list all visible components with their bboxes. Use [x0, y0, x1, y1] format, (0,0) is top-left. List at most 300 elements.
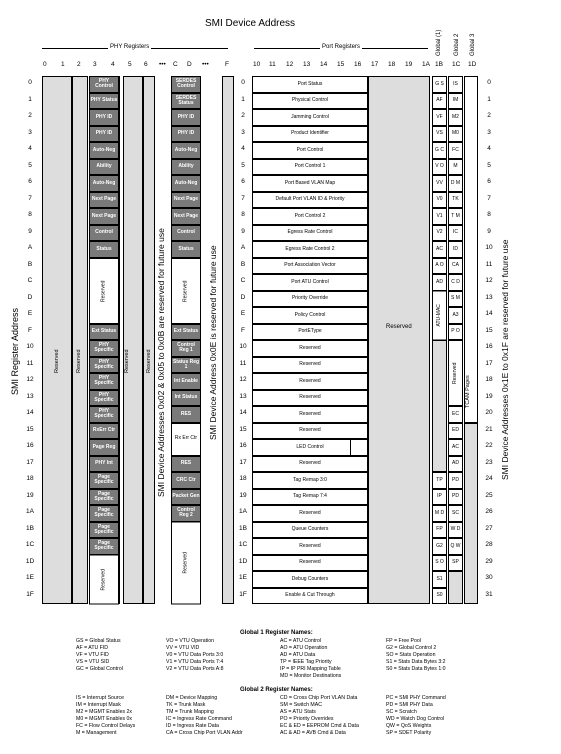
row-label-hex: D: [27, 293, 33, 301]
serdes-register-cell: Status: [171, 241, 201, 258]
row-label-decimal: 2: [487, 112, 491, 119]
row-label-hex-port: 10: [239, 343, 247, 350]
phy-register-cell: PHY ID: [89, 109, 119, 126]
serdes-register-cell: Control: [171, 225, 201, 242]
global2-cell: W D: [448, 522, 463, 539]
row-label-decimal: 4: [487, 145, 491, 152]
legend-entry: MD = Monitor Destinations: [280, 673, 342, 679]
row-label-hex: 1: [28, 95, 32, 103]
port-register-cell: Reserved: [252, 373, 368, 390]
legend-entry: G2 = Global Control 2: [386, 645, 437, 651]
global1-cell: V1: [432, 208, 447, 225]
row-label-hex: 9: [28, 227, 32, 235]
global2-cell: SP: [448, 555, 463, 572]
row-label-hex: 15: [26, 425, 34, 433]
global2-cell: AD: [448, 456, 463, 473]
legend-entry: VS = VTU SID: [76, 659, 110, 665]
legend-entry: IM = Interrupt Mask: [76, 702, 121, 708]
port-register-cell: Egress Rate Control: [252, 225, 368, 242]
global2-cell: M2: [448, 109, 463, 126]
legend-entry: S0 = Stats Data Bytes 1:0: [386, 666, 446, 672]
row-label-hex: 6: [28, 178, 32, 185]
row-label-hex-port: B: [240, 260, 246, 268]
global2-cell: TK: [448, 192, 463, 209]
global2-cell: EC: [448, 406, 463, 423]
port-register-cell: Physical Control: [252, 93, 368, 110]
global1-cell: IP: [432, 489, 447, 506]
global2-cell: M: [448, 159, 463, 176]
global-2-header: Global 2: [454, 33, 460, 56]
row-label-decimal: 6: [487, 178, 491, 185]
phy-col-header: •••: [202, 61, 209, 68]
row-label-decimal: 13: [485, 293, 493, 301]
row-label-hex: 1E: [26, 574, 34, 581]
row-label-hex: 12: [26, 376, 34, 383]
port-register-cell: Port Status: [252, 76, 368, 93]
phy-register-cell: Auto-Neg: [89, 175, 119, 192]
global2-cell: D M: [448, 175, 463, 192]
reserved-label: Reserved: [76, 349, 82, 373]
serdes-register-cell: SERDES Control: [171, 76, 201, 93]
legend-entry: M = Management: [76, 730, 117, 736]
row-label-hex: 1B: [26, 524, 34, 532]
legend-entry: WD = Watch Dog Control: [386, 716, 445, 722]
tcam-pages-label: TCAM Pages: [465, 374, 471, 408]
row-label-decimal: 23: [485, 458, 493, 466]
reserved-label: Reserved: [54, 349, 60, 373]
port-register-cell: Queue Counters: [252, 522, 368, 539]
phy-col-header: •••: [159, 61, 166, 68]
phy-register-cell: Ability: [89, 159, 119, 176]
global-3-header: Global 3: [470, 33, 476, 56]
port-register-cell: Egress Rate Control 2: [252, 241, 368, 258]
global1-cell: A O: [432, 258, 447, 275]
port-col-header: 17: [371, 61, 379, 68]
port-registers-label: Port Registers: [322, 44, 361, 50]
legend-entry: PC = SMI PHY Command: [386, 695, 446, 701]
global1-cell: AC: [432, 241, 447, 258]
row-label-decimal: 1: [487, 95, 491, 103]
serdes-register-cell: Int Status: [171, 390, 201, 407]
row-label-decimal: 19: [485, 392, 493, 400]
global2-cell: P O: [448, 324, 463, 341]
row-label-hex: 1D: [25, 557, 35, 565]
legend-2-title: Global 2 Register Names:: [240, 687, 313, 693]
row-label-hex-port: A: [240, 244, 246, 251]
port-register-cell: Product Identifier: [252, 126, 368, 143]
row-label-hex-port: 1B: [239, 524, 247, 532]
global1-cell: ATU-MAC: [432, 291, 447, 341]
phy-register-cell: PHY Specific: [89, 357, 119, 374]
row-label-decimal: 24: [485, 475, 493, 482]
serdes-register-cell: SERDES Status: [171, 93, 201, 110]
port-col-header: 10: [253, 61, 261, 68]
phy-register-cell: Page Specific: [89, 505, 119, 522]
legend-entry: SO = Stats Operation: [386, 652, 436, 658]
phy-register-cell: Auto-Neg: [89, 142, 119, 159]
port-register-cell: Debug Counters: [252, 571, 368, 588]
reserved-label: Reserved: [146, 349, 152, 373]
legend-entry: EC & ED = EEPROM Cmd & Data: [280, 723, 359, 729]
port-col-header: 12: [286, 61, 294, 68]
legend-entry: IS = Interrupt Source: [76, 695, 125, 701]
serdes-register-cell: Ability: [171, 159, 201, 176]
global2-cell: AC: [448, 439, 463, 456]
row-label-decimal: 0: [487, 79, 491, 86]
legend-entry: V2 = VTU Data Ports A:8: [166, 666, 224, 672]
legend-entry: VV = VTU VID: [166, 645, 200, 651]
legend-entry: QW = QoS Weights: [386, 723, 432, 729]
global1-cell: V2: [432, 225, 447, 242]
row-label-hex: 1C: [25, 541, 35, 548]
row-label-hex-port: E: [240, 310, 246, 317]
row-label-hex-port: 15: [239, 425, 247, 433]
row-label-hex: 18: [26, 475, 34, 482]
row-label-hex-port: 11: [239, 359, 247, 367]
legend-entry: VF = VTU FID: [76, 652, 109, 658]
global2-grey-end: [448, 571, 463, 604]
led-control-extra: [350, 439, 368, 456]
row-label-hex-port: 1A: [239, 508, 247, 515]
port-register-cell: Jamming Control: [252, 109, 368, 126]
serdes-register-cell: Control Reg 1: [171, 340, 201, 357]
global1-cell: AD: [432, 274, 447, 291]
row-label-hex-port: 4: [241, 145, 245, 152]
row-label-hex: 17: [26, 458, 34, 466]
row-label-hex-port: 1C: [238, 541, 248, 548]
legend-1-title: Global 1 Register Names:: [240, 630, 313, 636]
port-register-cell: Reserved: [252, 456, 368, 473]
serdes-register-cell: Control Reg 2: [171, 505, 201, 522]
reserved-label: Reserved: [124, 349, 130, 373]
row-label-hex: B: [27, 260, 33, 268]
phy-register-cell: PHY Specific: [89, 373, 119, 390]
global2-cell: A3: [448, 307, 463, 324]
row-label-hex-port: 0: [241, 79, 245, 86]
global1-cell: S O: [432, 555, 447, 572]
legend-entry: GS = Global Status: [76, 638, 121, 644]
global1-grey-block: [432, 340, 447, 472]
port-register-cell: Enable & Cut Through: [252, 588, 368, 605]
serdes-register-cell: Status Reg 1: [171, 357, 201, 374]
row-label-decimal: 21: [485, 425, 493, 433]
legend-entry: FC = Flow Control Delays: [76, 723, 136, 729]
port-col-header: 15: [337, 61, 345, 68]
serdes-register-cell: Next Page: [171, 208, 201, 225]
row-label-decimal: 10: [485, 244, 493, 251]
legend-entry: TK = Trunk Mask: [166, 702, 206, 708]
port-col-header: 19: [405, 61, 413, 68]
row-label-hex: 3: [28, 128, 32, 136]
port-register-cell: PortEType: [252, 324, 368, 341]
legend-entry: GC = Global Control: [76, 666, 123, 672]
global1-cell: G2: [432, 538, 447, 555]
row-label-hex-port: C: [240, 277, 246, 284]
port-register-cell: Priority Override: [252, 291, 368, 308]
legend-entry: AF = ATU FID: [76, 645, 109, 651]
row-label-hex: 4: [28, 145, 32, 152]
global2-cell: ID: [448, 241, 463, 258]
row-label-hex-port: 1F: [239, 590, 247, 598]
serdes-register-cell: Reserved: [171, 522, 201, 605]
global1-cell: AF: [432, 93, 447, 110]
row-label-decimal: 17: [485, 359, 493, 367]
serdes-register-cell: PHY ID: [171, 126, 201, 143]
port-col-header: 18: [388, 61, 396, 68]
row-label-hex: F: [28, 326, 32, 334]
legend-entry: DM = Device Mapping: [166, 695, 218, 701]
global2-cell: T M: [448, 208, 463, 225]
phy-col-header: 1: [61, 61, 65, 68]
port-register-cell: Port Control 2: [252, 208, 368, 225]
serdes-register-cell: Next Page: [171, 192, 201, 209]
global-1-header: Global (1): [436, 29, 442, 56]
port-register-cell: Port Association Vector: [252, 258, 368, 275]
row-label-hex-port: 1D: [238, 557, 248, 565]
legend-entry: IC = Ingress Rate Command: [166, 716, 232, 722]
phy-register-cell: Status: [89, 241, 119, 258]
row-label-decimal: 20: [485, 409, 493, 416]
serdes-register-cell: PHY ID: [171, 109, 201, 126]
global1-cell: V O: [432, 159, 447, 176]
port-col-header: 14: [320, 61, 328, 68]
row-label-decimal: 14: [485, 310, 493, 317]
row-label-hex-port: 19: [239, 491, 247, 499]
phy-col-header: 6: [144, 61, 148, 68]
port-register-cell: Reserved: [252, 357, 368, 374]
legend-entry: M2 = MGMT Enables 2x: [76, 709, 132, 715]
global2-cell: S M: [448, 291, 463, 308]
global2-cell: SC: [448, 505, 463, 522]
global2-cell: PD: [448, 489, 463, 506]
row-label-decimal: 15: [485, 326, 493, 334]
phy-register-cell: Next Page: [89, 192, 119, 209]
row-label-decimal: 5: [487, 161, 491, 169]
phy-registers-label: PHY Registers: [110, 44, 150, 50]
row-label-decimal: 18: [485, 376, 493, 383]
global1-cell: M D: [432, 505, 447, 522]
serdes-register-cell: RES: [171, 406, 201, 423]
reserved-note-0e: SMI Device Address 0x0E is reserved for future use: [208, 245, 218, 440]
phy-col-header: 4: [111, 61, 115, 68]
row-label-hex-port: 2: [241, 112, 245, 119]
legend-entry: CA = Cross Chip Port VLAN Addr: [166, 730, 243, 736]
row-label-hex-port: 7: [241, 194, 245, 202]
row-label-hex: C: [27, 277, 33, 284]
row-label-decimal: 11: [485, 260, 493, 268]
global1-cell: VV: [432, 175, 447, 192]
legend-entry: M0 = MGMT Enables 0x: [76, 716, 132, 722]
row-label-hex-port: 1: [241, 95, 245, 103]
serdes-register-cell: Reserved: [171, 258, 201, 324]
row-label-hex: 8: [28, 211, 32, 218]
phy-col-header: F: [225, 61, 229, 68]
row-label-hex-port: 14: [239, 409, 247, 416]
serdes-register-cell: Int Enable: [171, 373, 201, 390]
legend-entry: PO = Priority Overrides: [280, 716, 334, 722]
phy-grey-column: [72, 76, 88, 604]
phy-register-cell: PHY Specific: [89, 340, 119, 357]
phy-register-cell: PHY Specific: [89, 390, 119, 407]
row-label-hex: 14: [26, 409, 34, 416]
port-register-cell: LED Control: [252, 439, 368, 456]
global1-cell: VF: [432, 109, 447, 126]
row-label-decimal: 27: [485, 524, 493, 532]
port-register-cell: Default Port VLAN ID & Priority: [252, 192, 368, 209]
legend-entry: ID = Ingress Rate Data: [166, 723, 219, 729]
phy-register-cell: Control: [89, 225, 119, 242]
port-col-header: 13: [303, 61, 311, 68]
row-label-hex: 2: [28, 112, 32, 119]
row-label-decimal: 28: [485, 541, 493, 548]
phy-register-cell: Next Page: [89, 208, 119, 225]
global2-cell: ED: [448, 423, 463, 440]
diagram-title: SMI Device Address: [205, 18, 296, 29]
row-label-hex: A: [27, 244, 33, 251]
phy-register-cell: Reserved: [89, 258, 119, 324]
phy-register-cell: Page Specific: [89, 538, 119, 555]
reserved-note-02-0b: SMI Device Addresses 0x02 & 0x05 to 0x0B are reserved for future use: [156, 228, 166, 497]
global1-cell: V0: [432, 192, 447, 209]
global2-cell: IM: [448, 93, 463, 110]
smi-register-address-label: SMI Register Address: [10, 307, 20, 395]
global1-cell: TP: [432, 472, 447, 489]
port-col-header: 1D: [468, 61, 477, 68]
phy-f-column: [222, 76, 234, 604]
row-label-decimal: 25: [485, 491, 493, 499]
row-label-hex: 0: [28, 79, 32, 86]
row-label-decimal: 7: [487, 194, 491, 202]
global3-grey: [464, 423, 478, 605]
row-label-hex: 1F: [26, 590, 34, 598]
row-label-hex-port: 1E: [239, 574, 247, 581]
legend-entry: PD = SMI PHY Data: [386, 702, 433, 708]
row-label-hex-port: 17: [239, 458, 247, 466]
port-col-header: 11: [269, 61, 276, 68]
phy-register-cell: Page Reg: [89, 439, 119, 456]
phy-grey-column: [143, 76, 155, 604]
row-label-decimal: 30: [485, 574, 493, 581]
row-label-decimal: 16: [485, 343, 493, 350]
legend-entry: VO = VTU Operation: [166, 638, 215, 644]
phy-register-cell: PHY ID: [89, 126, 119, 143]
serdes-register-cell: Auto-Neg: [171, 142, 201, 159]
row-label-decimal: 12: [485, 277, 493, 284]
global2-cell: IC: [448, 225, 463, 242]
phy-register-cell: PHY Status: [89, 93, 119, 110]
legend-entry: AC & AD = AVB Cmd & Data: [280, 730, 346, 736]
row-label-hex-port: 3: [241, 128, 245, 136]
phy-col-header: 2: [77, 61, 81, 68]
row-label-hex: 7: [28, 194, 32, 202]
phy-grey-column: [42, 76, 72, 604]
row-label-hex-port: 12: [239, 376, 247, 383]
global1-cell: S0: [432, 588, 447, 605]
legend-entry: AO = ATU Operation: [280, 645, 328, 651]
port-register-cell: Reserved: [252, 555, 368, 572]
row-label-hex: 10: [26, 343, 34, 350]
row-label-hex-port: D: [240, 293, 246, 301]
global3-tcam: [464, 76, 478, 423]
global1-cell: S1: [432, 571, 447, 588]
phy-register-cell: Page Specific: [89, 472, 119, 489]
port-register-cell: Port Control: [252, 142, 368, 159]
row-label-hex: 5: [28, 161, 32, 169]
row-label-hex-port: 13: [239, 392, 247, 400]
row-label-hex-port: 6: [241, 178, 245, 185]
row-label-decimal: 9: [487, 227, 491, 235]
port-register-cell: Port ATU Control: [252, 274, 368, 291]
legend-entry: S1 = Stats Data Bytes 3:2: [386, 659, 446, 665]
global1-cell: G C: [432, 142, 447, 159]
phy-col-header: 5: [128, 61, 132, 68]
global2-cell: Q W: [448, 538, 463, 555]
row-label-hex-port: F: [241, 326, 245, 334]
row-label-decimal: 8: [487, 211, 491, 218]
row-label-decimal: 26: [485, 508, 493, 515]
row-label-hex: 16: [26, 442, 34, 449]
legend-entry: SP = SDET Polarity: [386, 730, 432, 736]
global1-cell: FP: [432, 522, 447, 539]
legend-entry: TP = IEEE Tag Priority: [280, 659, 332, 665]
phy-col-header: 0: [43, 61, 47, 68]
phy-register-cell: Page Specific: [89, 489, 119, 506]
port-register-cell: Port Based VLAN Map: [252, 175, 368, 192]
phy-register-cell: PHY Control: [89, 76, 119, 93]
serdes-register-cell: Auto-Neg: [171, 175, 201, 192]
port-register-cell: Reserved: [252, 340, 368, 357]
legend-entry: SC = Scratch: [386, 709, 417, 715]
port-register-cell: Reserved: [252, 390, 368, 407]
row-label-hex: 11: [26, 359, 34, 367]
port-register-cell: Port Control 1: [252, 159, 368, 176]
legend-entry: AC = ATU Control: [280, 638, 321, 644]
phy-register-cell: Ext Status: [89, 324, 119, 341]
port-register-cell: Tag Remap 3:0: [252, 472, 368, 489]
row-label-hex-port: 9: [241, 227, 245, 235]
serdes-register-cell: RES: [171, 456, 201, 473]
phy-register-cell: Reserved: [89, 555, 119, 605]
legend-entry: V0 = VTU Data Ports 3:0: [166, 652, 224, 658]
reserved-note-1e-1f: SMI Device Addresses 0x1E to 0x1F are reserved for future use: [500, 239, 510, 480]
legend-entry: V1 = VTU Data Ports 7:4: [166, 659, 224, 665]
global2-cell: PD: [448, 472, 463, 489]
row-label-hex-port: 8: [241, 211, 245, 218]
row-label-hex-port: 18: [239, 475, 247, 482]
legend-entry: TM = Trunk Mapping: [166, 709, 214, 715]
phy-register-cell: PHY Int: [89, 456, 119, 473]
port-col-header: 1C: [452, 61, 461, 68]
global1-cell: G S: [432, 76, 447, 93]
legend-entry: AS = ATU Stats: [280, 709, 316, 715]
phy-col-header: 3: [93, 61, 97, 68]
port-register-cell: Reserved: [252, 505, 368, 522]
row-label-hex-port: 5: [241, 161, 245, 169]
phy-register-cell: PHY Specific: [89, 406, 119, 423]
row-label-decimal: 22: [485, 442, 493, 449]
port-reserved-block: [368, 76, 430, 604]
phy-register-cell: Page Specific: [89, 522, 119, 539]
port-col-header: 1A: [422, 61, 430, 68]
global2-cell: CA: [448, 258, 463, 275]
legend-entry: CD = Cross Chip Port VLAN Data: [280, 695, 358, 701]
port-reserved-label: Reserved: [386, 323, 412, 330]
phy-col-header: D: [187, 61, 192, 68]
legend-entry: FP = Free Pool: [386, 638, 421, 644]
row-label-hex: 19: [26, 491, 34, 499]
row-label-decimal: 3: [487, 128, 491, 136]
legend-entry: SM = Switch MAC: [280, 702, 322, 708]
